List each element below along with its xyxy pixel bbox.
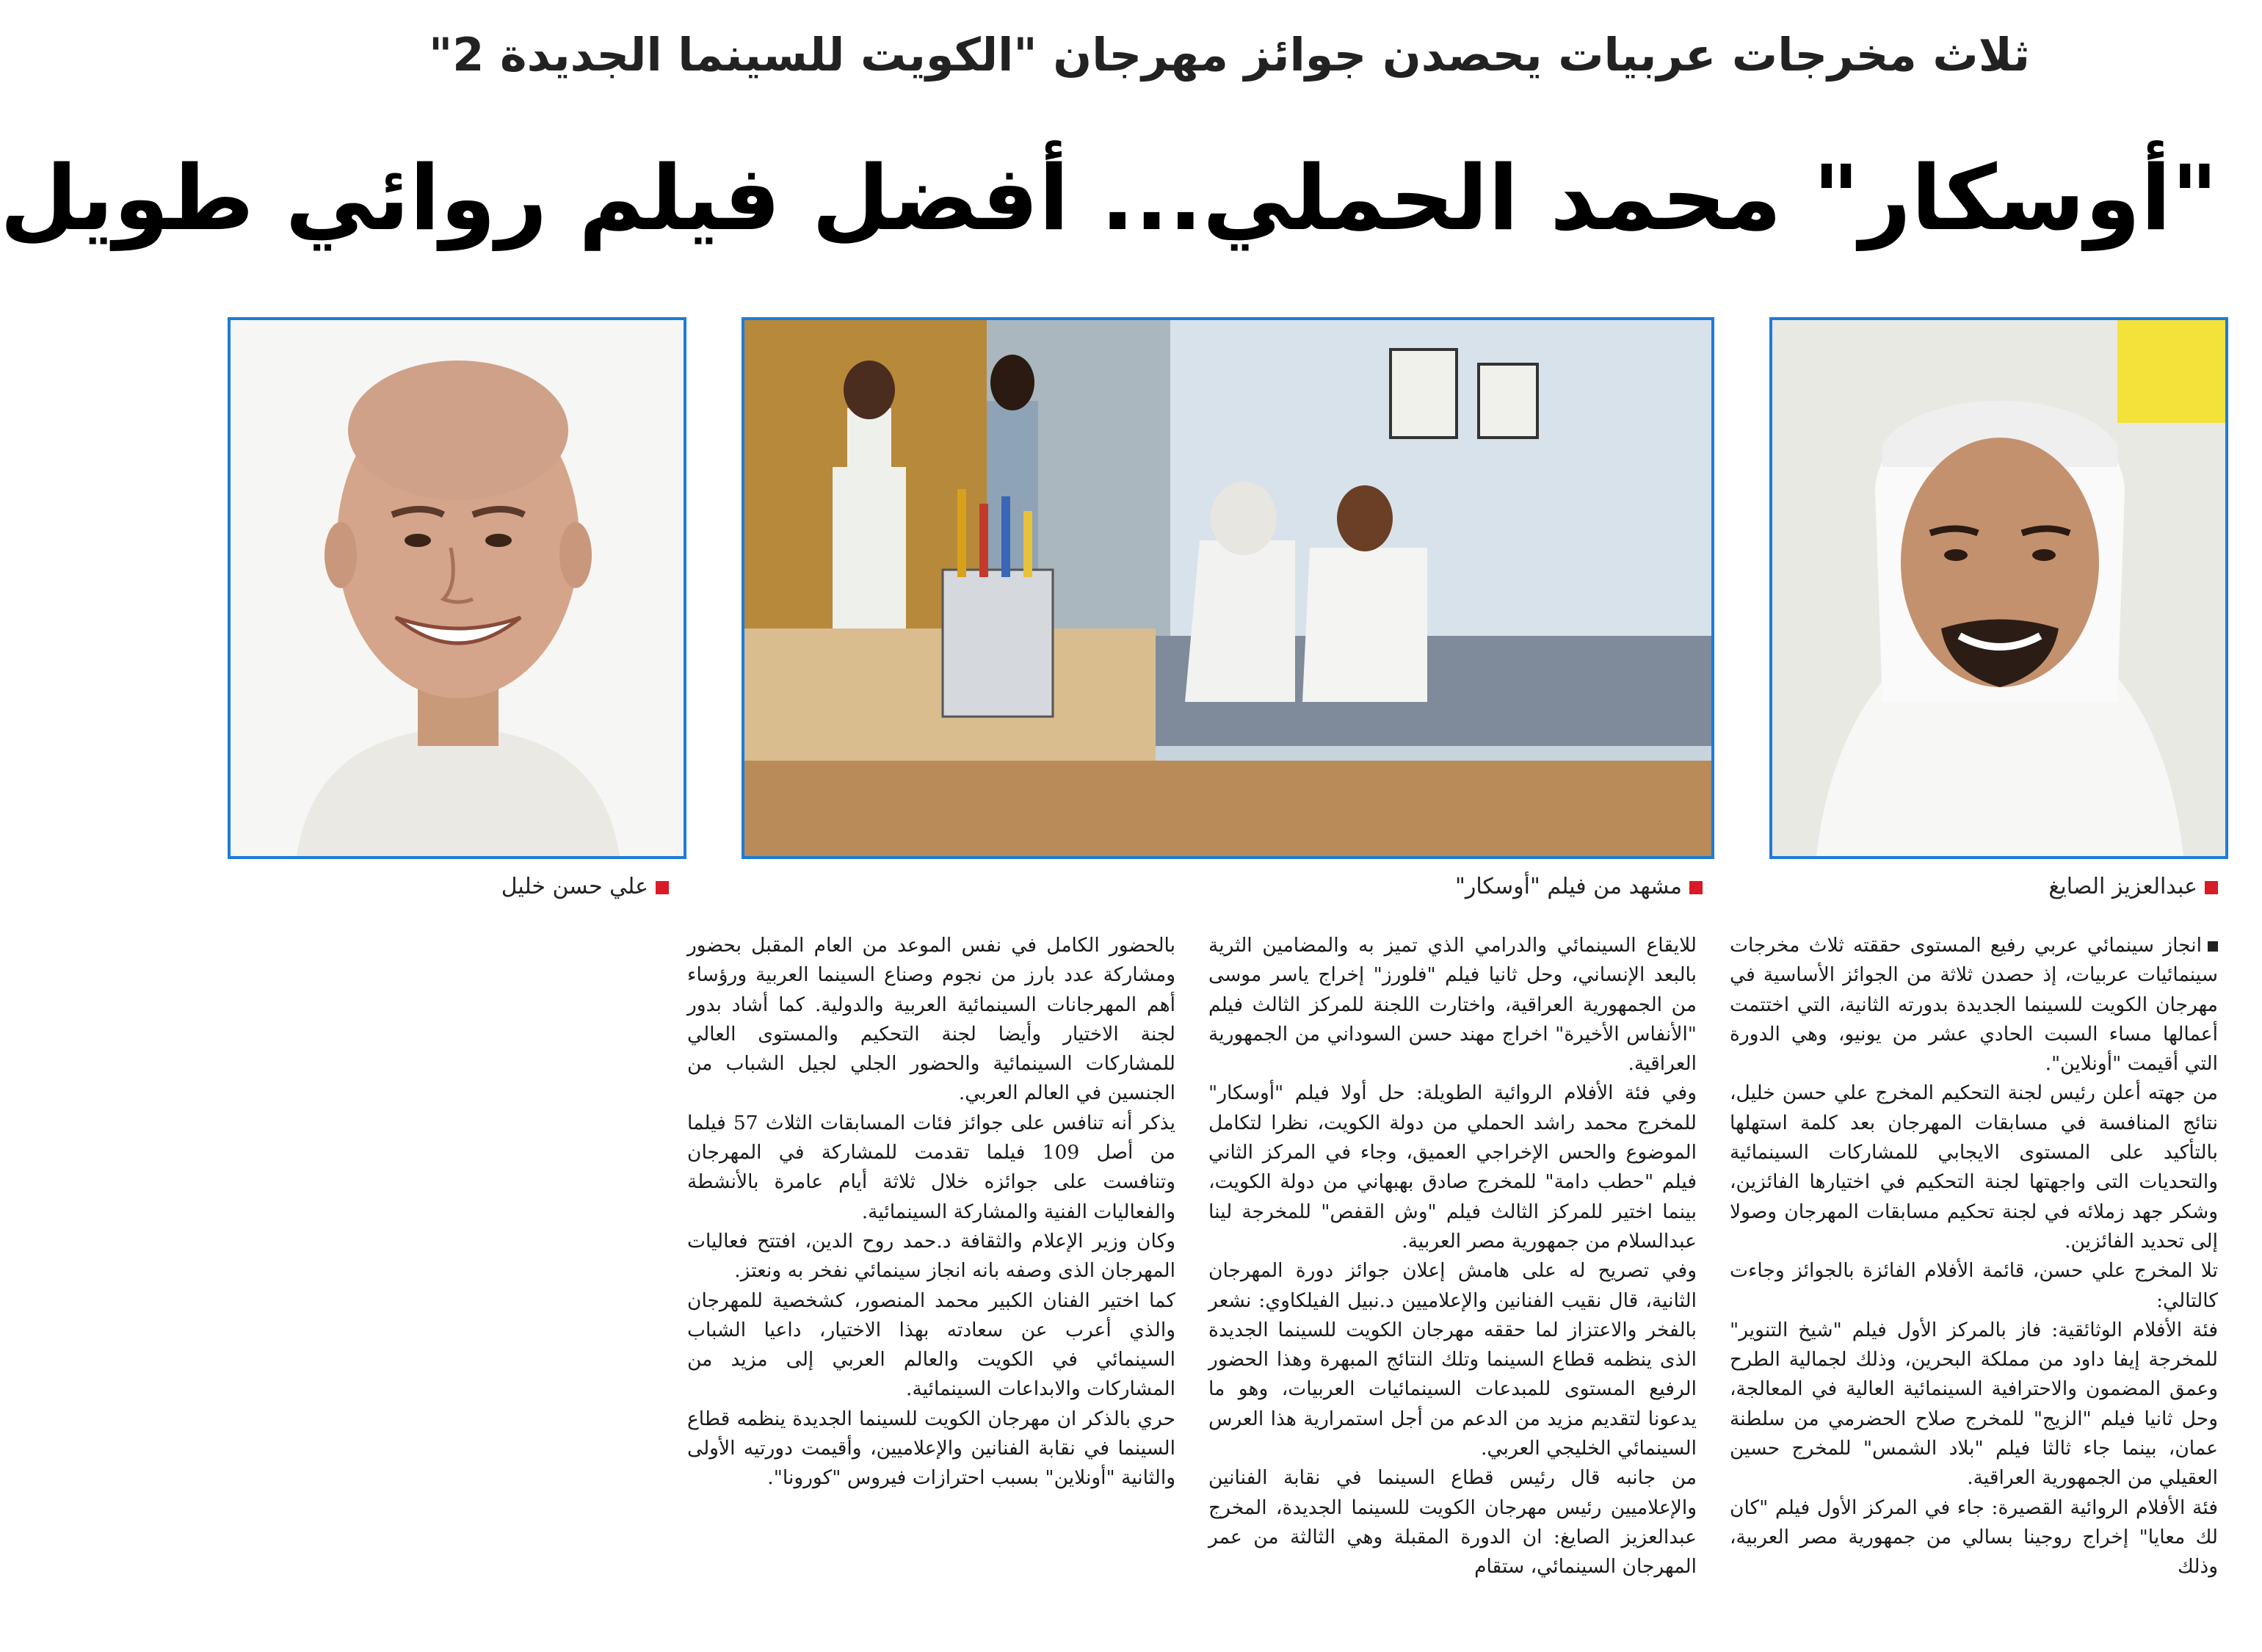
film-still-image xyxy=(744,320,1711,856)
paragraph: انجاز سينمائي عربي رفيع المستوى حققته ثلاث مخرجات سينمائيات عربيات، إذ حصدن ثلاثة من الجوائز الأساسية في مهرجان الكويت للسينما الجديدة بدورته الثانية، التي اختتمت أعمالها مساء السبت الحادي عشر من يونيو، وهي الدورة التي أقيمت "أونلاين". xyxy=(1730,934,2218,1076)
paragraph: وفي تصريح له على هامش إعلان جوائز دورة المهرجان الثانية، قال نقيب الفنانين والإعلاميين د.نبيل الفيلكاوي: نشعر بالفخر والاعتزاز لما حققه مهرجان الكويت للسينما الجديدة الذى ينظمه قطاع السينما وتلك النتائج المبهرة وهذا الحضور الرفيع المستوى للمبدعات السينمائيات العربيات، وهو ما يدعونا لتقديم مزيد من الدعم من أجل استمرارية هذا العرس السينمائي الخليجي العربي. xyxy=(1208,1259,1697,1460)
caption-right-text: عبدالعزيز الصايغ xyxy=(2048,874,2197,899)
portrait-photo-ali-hassan-khalil xyxy=(228,317,686,859)
bullet-icon xyxy=(2208,941,2218,952)
paragraph: من جانبه قال رئيس قطاع السينما في نقابة الفنانين والإعلاميين رئيس مهرجان الكويت للسينما الجديدة، المخرج عبدالعزيز الصايغ: ان الدورة المقبلة وهي الثالثة من عمر المهرجان السينمائي، ستقام xyxy=(1208,1466,1697,1579)
portrait-photo-abdulaziz-alsayegh xyxy=(1769,317,2228,859)
caption-marker-icon xyxy=(656,881,669,894)
caption-center xyxy=(1455,872,1703,902)
caption-marker-icon xyxy=(2205,881,2218,894)
caption-right xyxy=(2048,872,2218,902)
paragraph: تلا المخرج علي حسن، قائمة الأفلام الفائزة بالجوائز وجاءت كالتالي: xyxy=(1730,1259,2218,1312)
film-still-oscar xyxy=(742,317,1714,859)
paragraph: كما اختير الفنان الكبير محمد المنصور، كشخصية للمهرجان والذي أعرب عن سعادته بهذا الاختيار، داعيا الشباب السينمائي في الكويت والعالم العربي إلى مزيد من المشاركات والابداعات السينمائية. xyxy=(687,1289,1175,1401)
article-column-3 xyxy=(687,931,1175,1636)
caption-marker-icon xyxy=(1689,881,1703,894)
article-kicker: ثلاث مخرجات عربيات يحصدن جوائز مهرجان "الكويت للسينما الجديدة 2" xyxy=(428,28,2031,81)
paragraph: من جهته أعلن رئيس لجنة التحكيم المخرج علي حسن خليل، نتائج المنافسة في مسابقات المهرجان بعد كلمة استهلها بالتأكيد على المستوى الايجابي للمشاركات السينمائية والتحديات التى واجهتها لجنة التحكيم في اختيارها الفائزين، وشكر جهد زملائه في لجنة تحكيم مسابقات المهرجان وصولا إلى تحديد الفائزين. xyxy=(1730,1082,2218,1253)
paragraph: بالحضور الكامل في نفس الموعد من العام المقبل بحضور ومشاركة عدد بارز من نجوم وصناع السينما العربية ورؤساء أهم المهرجانات السينمائية العربية والدولية. كما أشاد بدور لجنة الاختيار وأيضا لجنة التحكيم والمستوى العالي للمشاركات السينمائية والحضور الجلي لجيل الشباب من الجنسين في العالم العربي. xyxy=(687,934,1175,1105)
article-column-1 xyxy=(1730,931,2218,1636)
paragraph: يذكر أنه تنافس على جوائز فئات المسابقات الثلاث 57 فيلما من أصل 109 فيلما تقدمت للمشاركة في المهرجان وتنافست على جوائزه خلال ثلاثة أيام عامرة بالأنشطة والفعاليات الفنية والمشاركة السينمائية. xyxy=(687,1111,1176,1223)
portrait-image-left xyxy=(231,320,684,856)
caption-left-text: علي حسن خليل xyxy=(501,874,648,899)
paragraph: فئة الأفلام الوثائقية: فاز بالمركز الأول فيلم "شيخ التنوير" للمخرجة إيفا داود من مملكة البحرين، وذلك لجمالية الطرح وعمق المضمون والاحترافية السينمائية العالية في المعالجة، وحل ثانيا فيلم "الزيج" للمخرج صلاح الحضرمي من سلطنة عمان، بينما جاء ثالثا فيلم "بلاد الشمس" للمخرج حسين العقيلي من الجمهورية العراقية. xyxy=(1730,1318,2218,1490)
article-column-2 xyxy=(1208,931,1697,1636)
caption-center-text: مشهد من فيلم "أوسكار" xyxy=(1455,874,1682,899)
paragraph: للايقاع السينمائي والدرامي الذي تميز به والمضامين الثرية بالبعد الإنساني، وحل ثانيا فيلم "فلورز" إخراج ياسر موسى من الجمهورية العراقية، واختارت اللجنة للمركز الثالث فيلم "الأنفاس الأخيرة" اخراج مهند حسن السوداني من الجمهورية العراقية. xyxy=(1208,934,1697,1076)
paragraph: وفي فئة الأفلام الروائية الطويلة: حل أولا فيلم "أوسكار" للمخرج محمد راشد الحملي من دولة الكويت، نظرا لتكامل الموضوع والحس الإخراجي العميق، وجاء في المركز الثاني فيلم "حطب دامة" للمخرج صادق بهبهاني من دولة الكويت، بينما اختير للمركز الثالث فيلم "وش القفص" للمخرجة لينا عبدالسلام من جمهورية مصر العربية. xyxy=(1208,1082,1697,1253)
article-headline: "أوسكار" محمد الحملي... أفضل فيلم روائي طويل xyxy=(0,146,2218,250)
paragraph: حري بالذكر ان مهرجان الكويت للسينما الجديدة ينظمه قطاع السينما في نقابة الفنانين والإعلاميين، وأقيمت دورتيه الأولى والثانية "أونلاين" بسبب احترازات فيروس "كورونا". xyxy=(687,1407,1175,1490)
paragraph: وكان وزير الإعلام والثقافة د.حمد روح الدين، افتتح فعاليات المهرجان الذى وصفه بانه انجاز سينمائي نفخر به ونعتز. xyxy=(687,1229,1175,1283)
paragraph: فئة الأفلام الروائية القصيرة: جاء في المركز الأول فيلم "كان لك معايا" إخراج روجينا بسالي من جمهورية مصر العربية، وذلك xyxy=(1730,1496,2218,1579)
caption-left xyxy=(501,872,669,902)
portrait-image-right xyxy=(1772,320,2225,856)
